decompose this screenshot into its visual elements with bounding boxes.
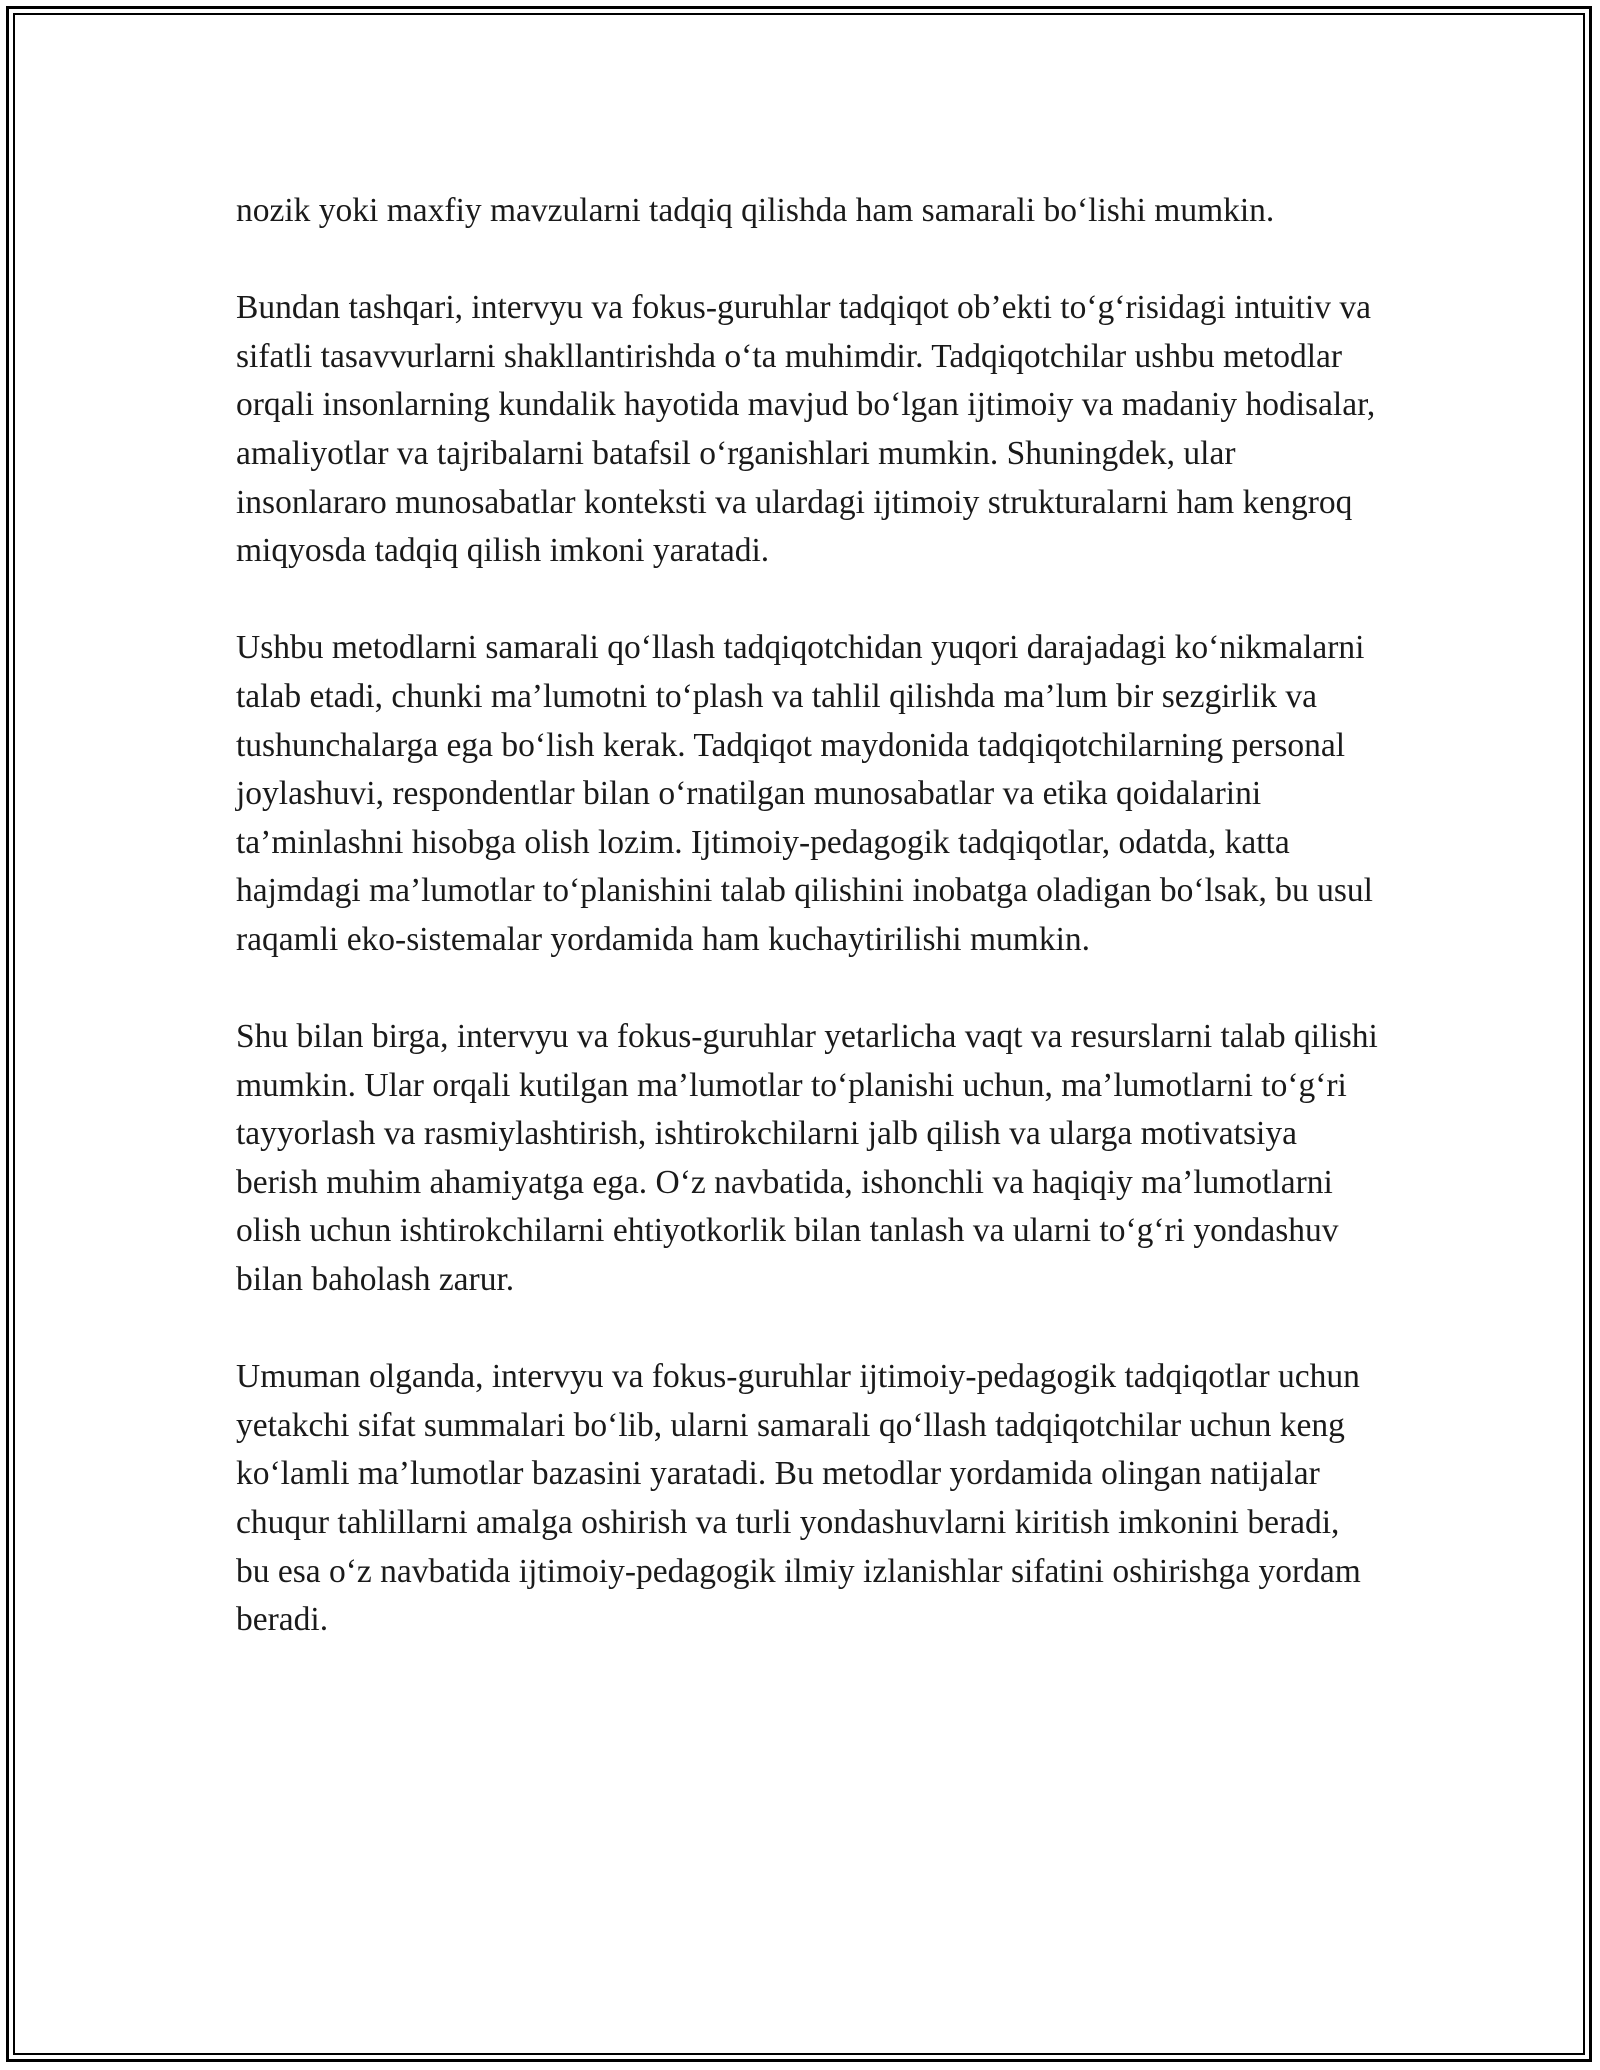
paragraph-3: Ushbu metodlarni samarali qo‘llash tadqiqotchidan yuqori darajadagi ko‘nikmalarni talab etadi, chunki ma’lumotni to‘plash va tahlil qilishda ma’lum bir sezgirlik va tushunchalarga ega bo‘lish kerak. Tadqiqot maydonida tadqiqotchilarning personal joylashuvi, respondentlar bilan o‘rnatilgan munosabatlar va etika qoidalarini ta’minlashni hisobga olish lozim. Ijtimoiy-pedagogik tadqiqotlar, odatda, katta hajmdagi ma’lumotlar to‘planishini talab qilishini inobatga oladigan bo‘lsak, bu usul raqamli eko-sistemalar yordamida ham kuchaytirilishi mumkin. xyxy=(236,629,1373,958)
paragraph-1: nozik yoki maxfiy mavzularni tadqiq qilishda ham samarali bo‘lishi mumkin. xyxy=(236,192,1275,229)
paragraph-2: Bundan tashqari, intervyu va fokus-guruhlar tadqiqot ob’ekti to‘g‘risidagi intuitiv va sifatli tasavvurlarni shakllantirishda o‘ta muhimdir. Tadqiqotchilar ushbu metodlar orqali insonlarning kundalik hayotida mavjud bo‘lgan ijtimoiy va madaniy hodisalar, amaliyotlar va tajribalarni batafsil o‘rganishlari mumkin. Shuningdek, ular insonlararo munosabatlar konteksti va ulardagi ijtimoiy strukturalarni ham kengroq miqyosda tadqiq qilish imkoni yaratadi. xyxy=(236,289,1376,570)
paragraph-4: Shu bilan birga, intervyu va fokus-guruhlar yetarlicha vaqt va resurslarni talab qilishi mumkin. Ular orqali kutilgan ma’lumotlar to‘planishi uchun, ma’lumotlarni to‘g‘ri tayyorlash va rasmiylashtirish, ishtirokchilarni jalb qilish va ularga motivatsiya berish muhim ahamiyatga ega. O‘z navbatida, ishonchli va haqiqiy ma’lumotlarni olish uchun ishtirokchilarni ehtiyotkorlik bilan tanlash va ularni to‘g‘ri yondashuv bilan baholash zarur. xyxy=(236,1018,1378,1299)
document-body xyxy=(236,187,1381,1645)
paragraph-5: Umuman olganda, intervyu va fokus-guruhlar ijtimoiy-pedagogik tadqiqotlar uchun yetakchi sifat summalari bo‘lib, ularni samarali qo‘llash tadqiqotchilar uchun keng ko‘lamli ma’lumotlar bazasini yaratadi. Bu metodlar yordamida olingan natijalar chuqur tahlillarni amalga oshirish va turli yondashuvlarni kiritish imkonini beradi, bu esa o‘z navbatida ijtimoiy-pedagogik ilmiy izlanishlar sifatini oshirishga yordam beradi. xyxy=(236,1358,1361,1639)
